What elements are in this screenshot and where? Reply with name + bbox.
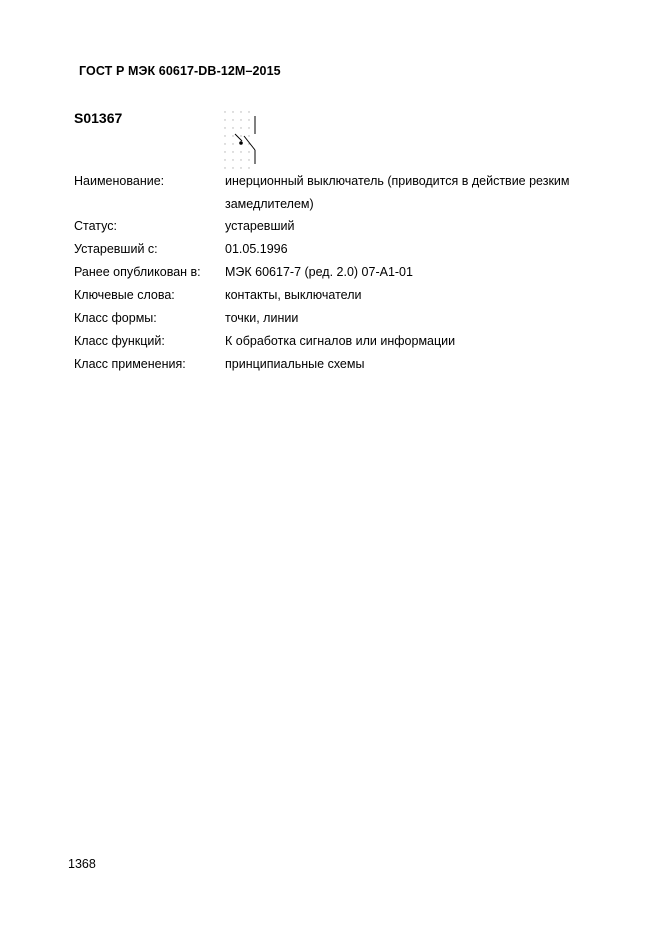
field-value-previously-published: МЭК 60617-7 (ред. 2.0) 07-A1-01 [225, 265, 413, 279]
field-label-function-class: Класс функций: [74, 334, 165, 348]
field-label-application-class: Класс применения: [74, 357, 186, 371]
inertia-switch-symbol-icon [222, 108, 264, 170]
field-label-name: Наименование: [74, 174, 165, 188]
field-label-shape-class: Класс формы: [74, 311, 157, 325]
field-label-keywords: Ключевые слова: [74, 288, 175, 302]
field-label-status: Статус: [74, 219, 117, 233]
field-value-function-class: К обработка сигналов или информации [225, 334, 456, 348]
field-label-obsolete-since: Устаревший с: [74, 242, 158, 256]
field-value-shape-class: точки, линии [225, 311, 299, 325]
field-value-application-class: принципиальные схемы [225, 357, 365, 371]
field-value-name: инерционный выключатель (приводится в действие резким замедлителем) [225, 174, 570, 211]
symbol-code: S01367 [74, 110, 123, 126]
document-header: ГОСТ Р МЭК 60617-DB-12M–2015 [79, 64, 281, 78]
field-value-obsolete-since: 01.05.1996 [225, 242, 288, 256]
page-number: 1368 [68, 857, 96, 871]
field-value-keywords: контакты, выключатели [225, 288, 362, 302]
field-value-status: устаревший [225, 219, 295, 233]
field-label-previously-published: Ранее опубликован в: [74, 265, 201, 279]
